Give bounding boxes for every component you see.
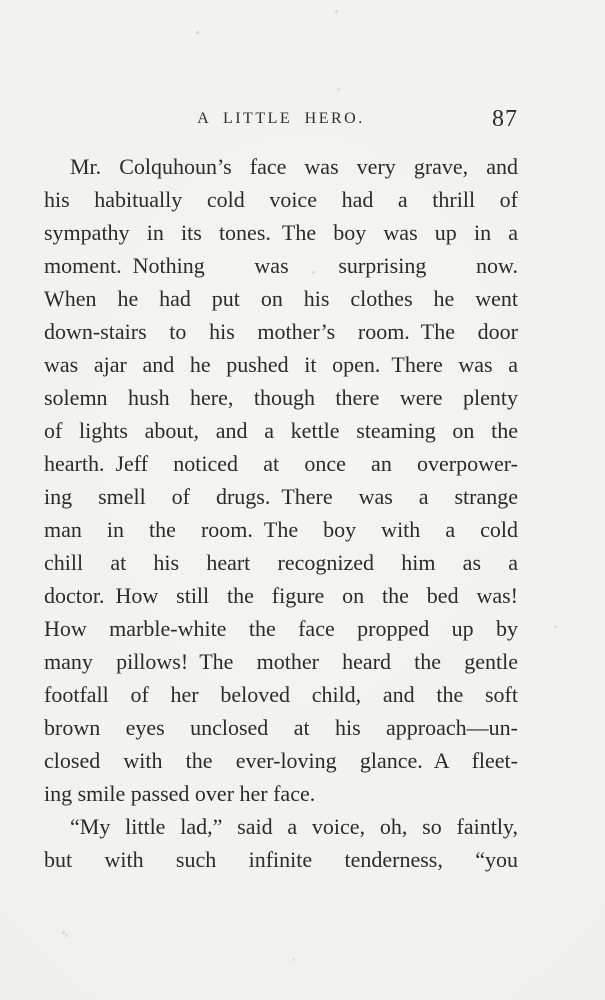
text-line: down-stairs to his mother’s room. The door <box>44 319 518 344</box>
scan-specks <box>196 31 199 34</box>
text-line: brown eyes unclosed at his approach—un- <box>44 715 518 740</box>
text-line: man in the room. The boy with a cold <box>44 517 518 542</box>
text-line: many pillows! The mother heard the gentle <box>44 649 518 674</box>
page-number: 87 <box>492 106 518 132</box>
body-text <box>44 150 518 876</box>
text-line: ing smile passed over her face. <box>44 781 316 806</box>
text-line: footfall of her beloved child, and the soft <box>44 682 518 707</box>
text-line: moment. Nothing was surprising now. <box>44 253 518 278</box>
text-line: sympathy in its tones. The boy was up in a <box>44 220 518 245</box>
text-line: of lights about, and a kettle steaming on the <box>44 418 518 443</box>
text-line: his habitually cold voice had a thrill of <box>44 187 518 212</box>
text-line: “My little lad,” said a voice, oh, so faintly, <box>70 814 518 839</box>
paragraph <box>44 810 518 876</box>
text-line: ing smell of drugs. There was a strange <box>44 484 518 509</box>
text-line: closed with the ever-loving glance. A fleet- <box>44 748 518 773</box>
text-line: doctor. How still the figure on the bed was! <box>44 583 518 608</box>
running-head-title: A LITTLE HERO. <box>197 110 365 127</box>
text-line: solemn hush here, though there were plenty <box>44 385 518 410</box>
text-line: was ajar and he pushed it open. There was a <box>44 352 518 377</box>
text-line: When he had put on his clothes he went <box>44 286 518 311</box>
paragraph <box>44 150 518 810</box>
text-line: but with such infinite tenderness, “you <box>44 847 518 872</box>
text-line: How marble-white the face propped up by <box>44 616 518 641</box>
text-line: Mr. Colquhoun’s face was very grave, and <box>70 154 518 179</box>
text-line: chill at his heart recognized him as a <box>44 550 518 575</box>
text-line: hearth. Jeff noticed at once an overpower- <box>44 451 518 476</box>
running-head <box>44 104 518 134</box>
